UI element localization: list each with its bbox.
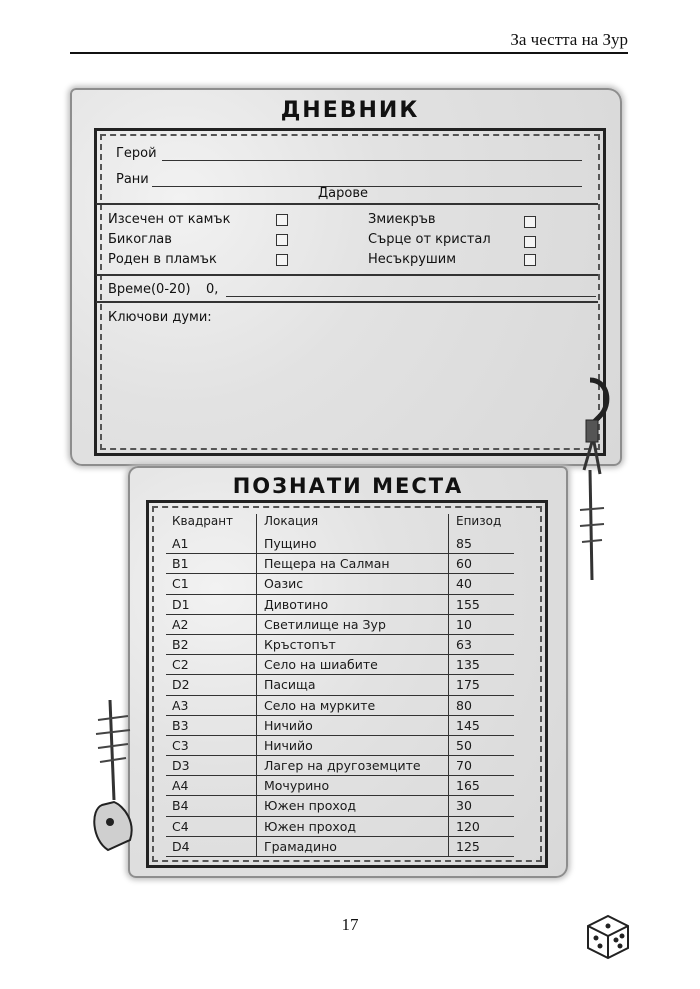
gift-label: Змиекръв xyxy=(368,212,436,227)
quadrant-cell: C3 xyxy=(172,737,189,753)
table-row xyxy=(166,776,514,796)
hook-decoration xyxy=(560,370,620,480)
gifts-divider xyxy=(96,203,598,205)
column-header-location: Локация xyxy=(264,514,319,528)
location-cell: Грамадино xyxy=(264,838,337,854)
quadrant-cell: B3 xyxy=(172,717,189,733)
location-cell: Ничийо xyxy=(264,737,313,753)
quadrant-cell: A1 xyxy=(172,536,189,551)
quadrant-cell: A2 xyxy=(172,616,189,632)
gift-checkbox[interactable] xyxy=(524,254,536,266)
table-row xyxy=(166,736,514,756)
skeleton-decoration xyxy=(80,690,150,860)
gifts-label: Дарове xyxy=(318,186,368,201)
table-row xyxy=(166,796,514,816)
location-cell: Южен проход xyxy=(264,798,357,814)
location-cell: Светилище на Зур xyxy=(264,616,386,632)
quadrant-cell: B4 xyxy=(172,798,189,814)
column-header-episode: Епизод xyxy=(456,514,502,528)
hero-field[interactable] xyxy=(162,160,582,161)
quadrant-cell: B1 xyxy=(172,556,189,572)
gift-label: Роден в пламък xyxy=(108,252,217,267)
episode-cell: 125 xyxy=(456,838,480,854)
table-row xyxy=(166,817,514,837)
episode-cell: 145 xyxy=(456,717,480,733)
gift-label: Сърце от кристал xyxy=(368,232,491,247)
quadrant-cell: A3 xyxy=(172,697,189,713)
table-row xyxy=(166,534,514,554)
column-header-quadrant: Квадрант xyxy=(172,514,234,528)
location-cell: Село на мурките xyxy=(264,697,376,713)
places-title: ПОЗНАТИ МЕСТА xyxy=(232,474,464,498)
location-cell: Оазис xyxy=(264,576,304,592)
journal-title: ДНЕВНИК xyxy=(280,98,420,123)
table-row xyxy=(166,756,514,776)
gift-checkbox[interactable] xyxy=(524,236,536,248)
table-row xyxy=(166,696,514,716)
episode-cell: 10 xyxy=(456,616,472,632)
table-row xyxy=(166,554,514,574)
location-cell: Кръстопът xyxy=(264,636,336,652)
die-icon xyxy=(582,910,632,960)
episode-cell: 85 xyxy=(456,536,472,551)
table-row xyxy=(166,635,514,655)
location-cell: Село на шиабите xyxy=(264,657,378,673)
episode-cell: 60 xyxy=(456,556,472,572)
places-table xyxy=(166,514,514,857)
quadrant-cell: A4 xyxy=(172,778,189,794)
table-row xyxy=(166,615,514,635)
location-cell: Пущино xyxy=(264,536,317,551)
hanging-bones-decoration xyxy=(570,470,620,590)
hero-label: Герой xyxy=(116,146,157,161)
episode-cell: 50 xyxy=(456,737,472,753)
quadrant-cell: C1 xyxy=(172,576,189,592)
location-cell: Пасища xyxy=(264,677,316,693)
keywords-label: Ключови думи: xyxy=(108,310,212,325)
quadrant-cell: D1 xyxy=(172,596,190,612)
episode-cell: 40 xyxy=(456,576,472,592)
location-cell: Дивотино xyxy=(264,596,329,612)
episode-cell: 30 xyxy=(456,798,472,814)
gift-label: Несъкрушим xyxy=(368,252,457,267)
time-label: Време(0-20) xyxy=(108,282,191,297)
episode-cell: 63 xyxy=(456,636,472,652)
page-number: 17 xyxy=(341,915,359,934)
table-row xyxy=(166,574,514,594)
episode-cell: 155 xyxy=(456,596,480,612)
gift-checkbox[interactable] xyxy=(276,214,288,226)
quadrant-cell: C4 xyxy=(172,818,189,834)
gift-label: Бикоглав xyxy=(108,232,172,247)
gift-checkbox[interactable] xyxy=(276,254,288,266)
quadrant-cell: C2 xyxy=(172,657,189,673)
location-cell: Южен проход xyxy=(264,818,357,834)
table-row xyxy=(166,716,514,736)
time-divider xyxy=(96,301,598,303)
table-row xyxy=(166,655,514,675)
gift-label: Изсечен от камък xyxy=(108,212,231,227)
table-row xyxy=(166,675,514,695)
location-cell: Ничийо xyxy=(264,717,313,733)
table-row xyxy=(166,837,514,857)
keywords-area[interactable] xyxy=(100,326,594,444)
episode-cell: 80 xyxy=(456,697,472,713)
table-header xyxy=(166,514,514,534)
location-cell: Мочурино xyxy=(264,778,330,794)
running-head: За честта на Зур xyxy=(510,30,628,49)
time-field[interactable] xyxy=(226,296,596,297)
episode-cell: 175 xyxy=(456,677,480,693)
gifts-bottom-divider xyxy=(96,274,598,276)
quadrant-cell: D4 xyxy=(172,838,190,854)
quadrant-cell: D3 xyxy=(172,758,190,774)
gift-checkbox[interactable] xyxy=(524,216,536,228)
quadrant-cell: D2 xyxy=(172,677,190,693)
episode-cell: 135 xyxy=(456,657,480,673)
episode-cell: 70 xyxy=(456,758,472,774)
location-cell: Пещера на Салман xyxy=(264,556,390,572)
table-row xyxy=(166,595,514,615)
location-cell: Лагер на другоземците xyxy=(264,758,421,774)
header-rule xyxy=(70,52,628,54)
episode-cell: 120 xyxy=(456,818,480,834)
gift-checkbox[interactable] xyxy=(276,234,288,246)
quadrant-cell: B2 xyxy=(172,636,189,652)
wounds-label: Рани xyxy=(116,172,149,187)
episode-cell: 165 xyxy=(456,778,480,794)
time-value: 0, xyxy=(206,282,219,297)
